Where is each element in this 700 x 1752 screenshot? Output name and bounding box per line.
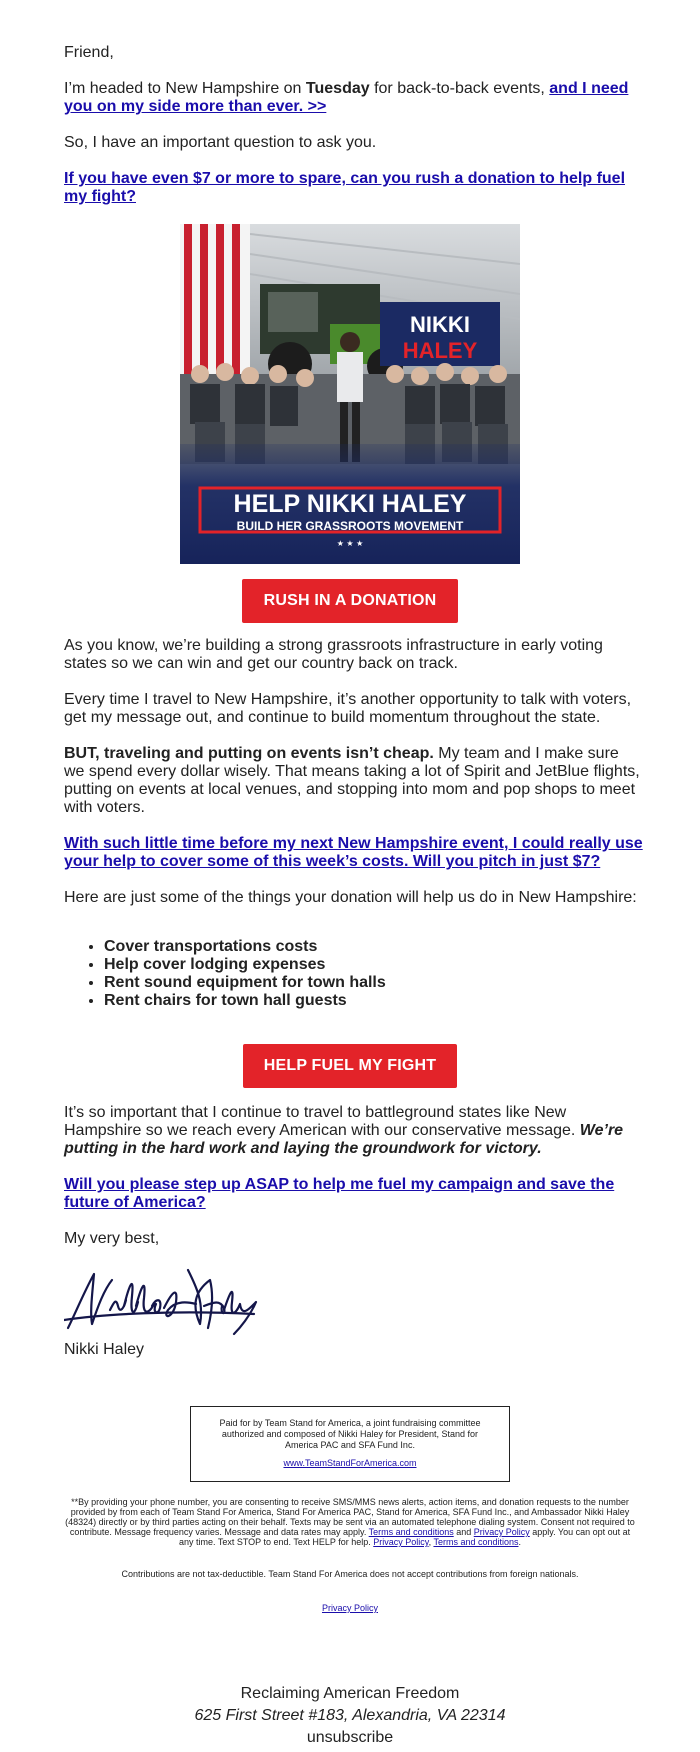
greeting: Friend, — [64, 44, 114, 61]
sms-privacy-link-2[interactable]: Privacy Policy — [373, 1537, 429, 1547]
flag-icon — [180, 224, 250, 374]
sms-and: and — [453, 1527, 474, 1537]
intro-rest: for back-to-back events, — [369, 80, 550, 97]
intro-paragraph — [64, 80, 640, 116]
sms-text: **By providing your phone number, you are consenting to receive SMS/MMS news alerts, action items, and donation requests to the number provided by from each of Team Stand For America, Stand For America PAC, Stand for America, SFA Fund Inc., and Ambassador Nikki Haley (48324) directly or by third parties acting on their behalf. Texts may be sent via an automated telephone dialing system. Consent not required to contribute. Message frequency varies. Message and data rates may apply. — [65, 1497, 635, 1537]
intro-bold-day: Tuesday — [305, 80, 370, 97]
signature-image — [64, 1262, 264, 1338]
sign-line-2: HALEY — [402, 338, 478, 363]
list-item: • Help cover lodging expenses — [104, 956, 386, 974]
banner-title: HELP NIKKI HALEY — [233, 490, 467, 518]
contributions-notice: Contributions are not tax-deductible. Team Stand For America does not accept contributions from foreign nationals. — [121, 1569, 579, 1579]
help-fuel-button[interactable]: HELP FUEL MY FIGHT — [243, 1044, 457, 1088]
donate-question-link[interactable]: If you have even $7 or more to spare, can you rush a donation to help fuel my fight? — [64, 170, 626, 205]
list-item: • Rent sound equipment for town halls — [104, 974, 386, 992]
signoff: My very best, — [64, 1230, 160, 1247]
sms-privacy-link[interactable]: Privacy Policy — [473, 1527, 530, 1537]
grassroots-paragraph: As you know, we’re building a strong grassroots infrastructure in early voting states so we can win and get our country back on track. — [64, 637, 603, 672]
rush-donation-button[interactable]: RUSH IN A DONATION — [242, 579, 458, 623]
step-up-paragraph — [64, 1176, 640, 1212]
sms-end: . — [518, 1537, 522, 1547]
banner-stars: ★ ★ ★ — [336, 539, 364, 548]
paid-for-text: Paid for by Team Stand for America, a joint fundraising committee authorized and composed of Nikki Haley for President, Stand for America PAC and SFA Fund Inc. — [219, 1418, 481, 1450]
travel-paragraph: Every time I travel to New Hampshire, it’s another opportunity to talk with voters, get my message out, and continue to build momentum throughout the state. — [64, 691, 632, 726]
pitch-link[interactable]: With such little time before my next New Hampshire event, I could really use your help to cover some of this week’s costs. Will you pitch in just $7? — [64, 835, 643, 870]
costs-rest: My team and I make sure we spend every dollar wisely. That means taking a lot of Spirit and JetBlue flights, putting on events at local venues, and stopping into mom and pop shops to meet with voters. — [64, 745, 640, 816]
signer-name: Nikki Haley — [64, 1341, 145, 1358]
privacy-policy-link[interactable]: Privacy Policy — [321, 1603, 378, 1613]
sms-terms-link[interactable]: Terms and conditions — [368, 1527, 454, 1537]
list-item: • Cover transportations costs — [104, 938, 386, 956]
paid-for-link[interactable]: www.TeamStandForAmerica.com — [283, 1458, 417, 1468]
donation-uses-list — [64, 938, 386, 1010]
battleground-paragraph — [64, 1104, 640, 1158]
footer-org: Reclaiming American Freedom — [240, 1685, 460, 1702]
intro-text: I’m headed to New Hampshire on — [64, 80, 306, 97]
battleground-text: It’s so important that I continue to travel to battleground states like New Hampshire so we reach every American with our conservative message. — [64, 1104, 580, 1139]
list-item: • Rent chairs for town hall guests — [104, 992, 386, 1010]
things-paragraph: Here are just some of the things your donation will help us do in New Hampshire: — [64, 889, 637, 906]
step-up-link[interactable]: Will you please step up ASAP to help me fuel my campaign and save the future of America? — [64, 1176, 615, 1211]
costs-paragraph — [64, 745, 640, 817]
sms-terms-link-2[interactable]: Terms and conditions — [433, 1537, 519, 1547]
donate-question-paragraph — [64, 170, 640, 206]
privacy-policy-line — [64, 1603, 636, 1613]
costs-bold: BUT, traveling and putting on events isn’t cheap. — [64, 745, 434, 762]
hero-graphic — [180, 224, 520, 564]
sign-line-1: NIKKI — [410, 312, 470, 337]
campaign-sign — [380, 302, 500, 366]
footer-unsubscribe-line — [0, 1727, 700, 1749]
footer-address: 625 First Street #183, Alexandria, VA 22314 — [194, 1707, 506, 1724]
sms-disclaimer — [64, 1497, 636, 1547]
intro-link[interactable]: and I need you on my side more than ever. >> — [64, 80, 629, 115]
unsubscribe-link[interactable]: unsubscribe — [306, 1729, 394, 1746]
question-paragraph: So, I have an important question to ask you. — [64, 134, 377, 151]
battleground-emphasis: We’re putting in the hard work and laying the groundwork for victory. — [64, 1122, 624, 1157]
sms-rest: apply. You can opt out at any time. Text STOP to end. Text HELP for help. — [178, 1527, 631, 1547]
hero-image[interactable] — [180, 224, 520, 564]
sms-sep: , — [428, 1537, 434, 1547]
pitch-paragraph — [64, 835, 644, 871]
paid-for-box — [190, 1406, 510, 1482]
banner-subtitle: BUILD HER GRASSROOTS MOVEMENT — [236, 519, 464, 533]
